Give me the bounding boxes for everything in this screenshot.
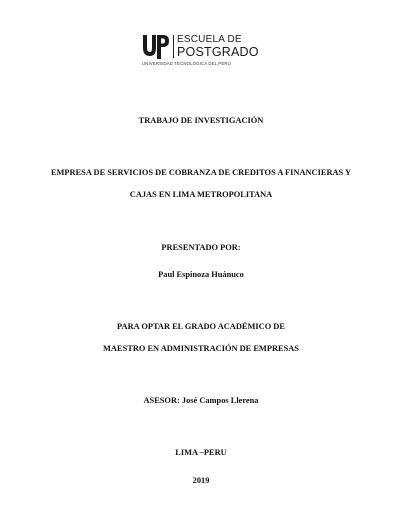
place: LIMA –PERU xyxy=(175,448,227,457)
logo-school-label: ESCUELA DE xyxy=(177,34,242,45)
advisor: ASESOR: José Campos Llerena xyxy=(143,396,259,405)
logo-university-name: UNIVERSIDAD TECNOLÓGICA DEL PERÚ xyxy=(142,61,231,66)
logo-divider xyxy=(173,35,174,58)
logo-postgrado-label: POSTGRADO xyxy=(177,45,259,59)
presented-by-label: PRESENTADO POR: xyxy=(161,243,241,252)
degree-line-1: PARA OPTAR EL GRADO ACADÉMICO DE xyxy=(117,322,285,331)
title-line-2: CAJAS EN LIMA METROPOLITANA xyxy=(129,190,273,199)
author-name: Paul Espinoza Huánuco xyxy=(158,270,244,279)
utp-logo-mark-icon xyxy=(142,34,170,60)
university-logo xyxy=(142,32,262,68)
title-line-1: EMPRESA DE SERVICIOS DE COBRANZA DE CREDITOS A FINANCIERAS Y xyxy=(50,168,352,177)
degree-line-2: MAESTRO EN ADMINISTRACIÓN DE EMPRESAS xyxy=(103,344,299,353)
document-type: TRABAJO DE INVESTIGACIÓN xyxy=(138,116,264,125)
year: 2019 xyxy=(192,476,210,485)
